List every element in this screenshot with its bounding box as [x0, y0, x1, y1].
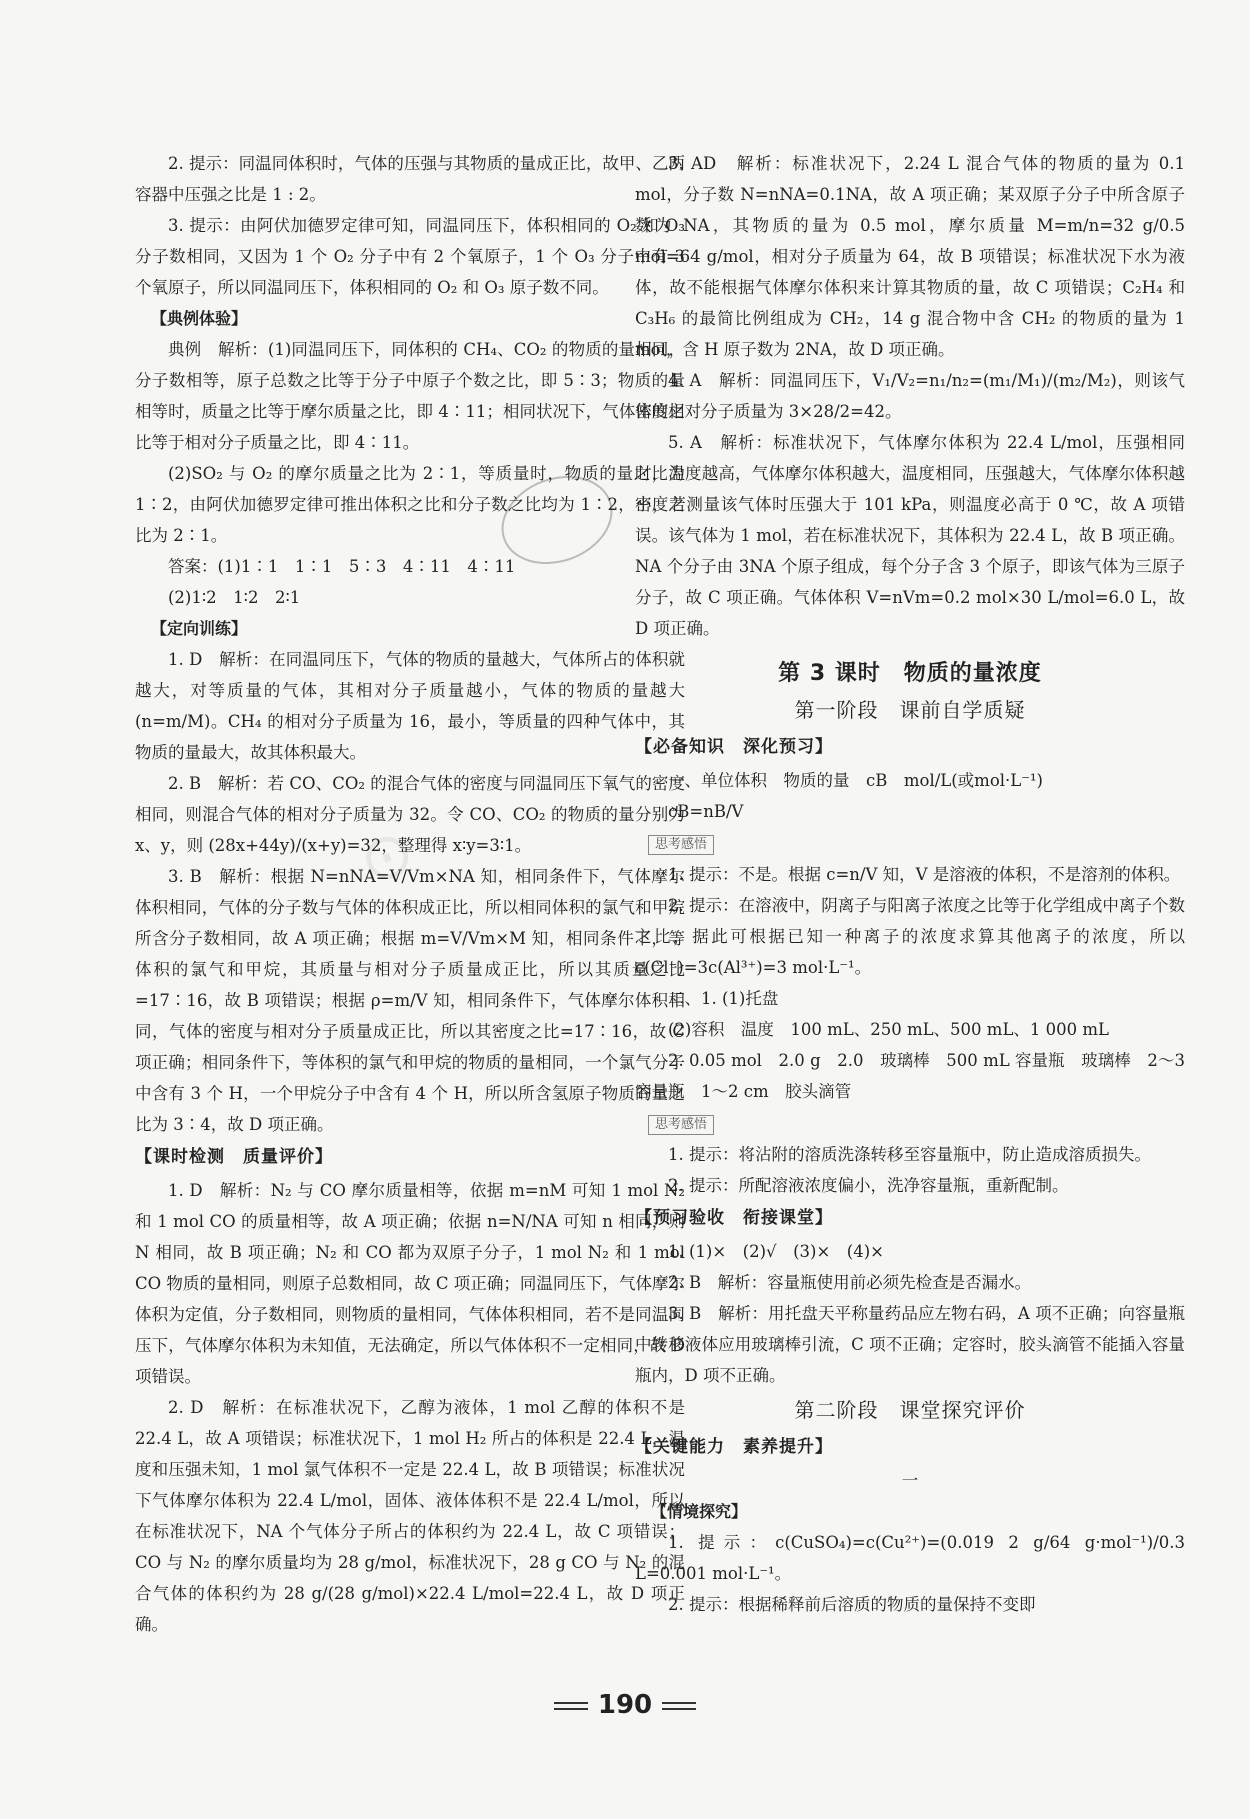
stage-title: 第二阶段 课堂探究评价 [794, 1398, 1026, 1422]
right-column [635, 148, 1202, 1620]
lesson-title: 第 3 课时 物质的量浓度 [778, 661, 1042, 686]
paragraph: 1. D 解析：N₂ 与 CO 摩尔质量相等，依据 m=nM 可知 1 mol N₂ 和 1 mol CO 的质量相等，故 A 项正确；依据 n=N/NA 可知 n 相同，则 N 相同，故 B 项正确；N₂ 和 CO 都为双原子分子，1 mol N₂ 和 1 mol CO 物质的量相同，则原子总数相同，故 C 项正确；同温同压下，气体摩尔体积为定值，分子数相同，则物质的量相同，气体体积相同，若不是同温同压下，气体摩尔体积为未知值，无法确定，所以气体体积不一定相同，故 D 项错误。 [135, 1181, 685, 1386]
paragraph: 1. (1)× (2)√ (3)× (4)× [668, 1242, 884, 1261]
paragraph: 2. 提示：根据稀释前后溶质的物质的量保持不变即 [668, 1595, 1036, 1614]
paragraph: 1. 提示：c(CuSO₄)=c(Cu²⁺)=(0.019 2 g/64 g·mol⁻¹)/0.3 L=0.001 mol·L⁻¹。 [635, 1533, 1185, 1583]
paragraph: 二、1. (1)托盘 [668, 989, 779, 1008]
paragraph: (2)容积 温度 100 mL、250 mL、500 mL、1 000 mL [668, 1020, 1109, 1039]
paragraph: 1. 提示：将沾附的溶质洗涤转移至容量瓶中，防止造成溶质损失。 [668, 1145, 1151, 1164]
paragraph: 3. B 解析：根据 N=nNA=V/Vm×NA 知，相同条件下，气体摩尔体积相同，气体的分子数与气体的体积成正比，所以相同体积的氯气和甲烷所含分子数相同，故 A 项正确；根据 m=V/Vm×M 知，相同条件下，等体积的氯气和甲烷，其质量与相对分子质量成正比，所以其质量之比=17∶16，故 B 项错误；根据 ρ=m/V 知，相同条件下，气体摩尔体积相同，气体的密度与相对分子质量成正比，所以其密度之比=17∶16，故 C 项正确；相同条件下，等体积的氯气和甲烷的物质的量相同，一个氯气分子中含有 3 个 H，一个甲烷分子中含有 4 个 H，所以所含氢原子物质的量之比为 3∶4，故 D 项正确。 [135, 867, 685, 1134]
paragraph: 答案：(1)1∶1 1∶1 5∶3 4∶11 4∶11 [168, 557, 516, 576]
think-label: 思考感悟 [648, 1115, 714, 1135]
section-heading: 【预习验收 衔接课堂】 [635, 1208, 833, 1228]
watermark: ⊙ [348, 812, 426, 902]
paragraph: 2. D 解析：在标准状况下，乙醇为液体，1 mol 乙醇的体积不是 22.4 L，故 A 项错误；标准状况下，1 mol H₂ 所占的体积是 22.4 L，温度和压强未知，1 mol 氯气体积不一定是 22.4 L，故 B 项错误；标准状况下气体摩尔体积为 22.4 L/mol，固体、液体体积不是 22.4 L/mol，所以在标准状况下，NA 个气体分子所占的体积约为 22.4 L，故 C 项错误；CO 与 N₂ 的摩尔质量均为 28 g/mol，标准状况下，28 g CO 与 N₂ 的混合气体的体积约为 28 g/(28 g/mol)×22.4 L/mol=22.4 L，故 D 项正确。 [135, 1398, 685, 1634]
paragraph: 4. A 解析：同温同压下，V₁/V₂=n₁/n₂=(m₁/M₁)/(m₂/M₂)，则该气体的相对分子质量为 3×28/2=42。 [635, 371, 1185, 421]
section-heading: 【课时检测 质量评价】 [135, 1147, 333, 1167]
paragraph: (2)1∶2 1∶2 2∶1 [168, 588, 301, 607]
think-box [635, 827, 1185, 859]
paragraph: cB=nB/V [668, 802, 744, 821]
paragraph: 1. 提示：不是。根据 c=n/V 知，V 是溶液的体积，不是溶剂的体积。 [668, 865, 1181, 884]
paragraph: (2)SO₂ 与 O₂ 的摩尔质量之比为 2∶1，等质量时，物质的量之比为 1∶2，由阿伏加德罗定律可推出体积之比和分子数之比均为 1∶2，密度之比为 2∶1。 [135, 464, 685, 545]
page-number: 190 [0, 1690, 1250, 1720]
paragraph: 2. B 解析：若 CO、CO₂ 的混合气体的密度与同温同压下氧气的密度相同，则混合气体的相对分子质量为 32。令 CO、CO₂ 的物质的量分别为 x、y，则 (28x+44y)/(x+y)=32，整理得 x∶y=3∶1。 [135, 774, 685, 855]
paragraph: 3. B 解析：用托盘天平称量药品应左物右码，A 项不正确；向容量瓶中转移液体应用玻璃棒引流，C 项不正确；定容时，胶头滴管不能插入容量瓶内，D 项不正确。 [635, 1304, 1185, 1385]
paragraph: 2. B 解析：容量瓶使用前必须先检查是否漏水。 [668, 1273, 1032, 1292]
stage-title: 第一阶段 课前自学质疑 [794, 698, 1026, 722]
subsection-heading: 【典例体验】 [151, 309, 248, 328]
section-heading: 【关键能力 素养提升】 [635, 1437, 833, 1457]
paragraph: 5. A 解析：标准状况下，气体摩尔体积为 22.4 L/mol，压强相同时，温度越高，气体摩尔体积越大，温度相同，压强越大，气体摩尔体积越小，若测量该气体时压强大于 101 kPa，则温度必高于 0 ℃，故 A 项错误。该气体为 1 mol，若在标准状况下，其体积为 22.4 L，故 B 项正确。NA 个分子由 3NA 个原子组成，每个分子含 3 个原子，即该气体为三原子分子，故 C 项正确。气体体积 V=nVm=0.2 mol×30 L/mol=6.0 L，故 D 项正确。 [635, 433, 1185, 638]
paragraph: 3. 提示：由阿伏加德罗定律可知，同温同压下，体积相同的 O₂ 和 O₃ 分子数相同，又因为 1 个 O₂ 分子中有 2 个氧原子，1 个 O₃ 分子中有 3 个氧原子，所以同温同压下，体积相同的 O₂ 和 O₃ 原子数不同。 [135, 216, 685, 297]
paragraph: 一、单位体积 物质的量 cB mol/L(或mol·L⁻¹) [668, 771, 1043, 790]
divider-mark: 一 [901, 1471, 919, 1490]
paragraph: 典例 解析：(1)同温同压下，同体积的 CH₄、CO₂ 的物质的量相同，分子数相等，原子总数之比等于分子中原子个数之比，即 5∶3；物质的量相等时，质量之比等于摩尔质量之比，即 4∶11；相同状况下，气体密度之比等于相对分子质量之比，即 4∶11。 [135, 340, 685, 452]
subsection-heading: 【定向训练】 [151, 619, 248, 638]
paragraph: 2. 提示：所配溶液浓度偏小，洗净容量瓶，重新配制。 [668, 1176, 1069, 1195]
paragraph: 2. 提示：同温同体积时，气体的压强与其物质的量成正比，故甲、乙两容器中压强之比是 1 : 2。 [135, 154, 685, 204]
subsection-heading: 【情境探究】 [651, 1502, 748, 1521]
paragraph: 2. 提示：在溶液中，阴离子与阳离子浓度之比等于化学组成中离子个数之比，据此可根据已知一种离子的浓度求算其他离子的浓度，所以 c(Cl⁻)=3c(Al³⁺)=3 mol·L⁻¹。 [635, 896, 1185, 977]
think-box [635, 1107, 1185, 1139]
think-label: 思考感悟 [648, 835, 714, 855]
left-column [135, 148, 685, 1640]
paragraph: 3. AD 解析：标准状况下，2.24 L 混合气体的物质的量为 0.1 mol，分子数 N=nNA=0.1NA，故 A 项正确；某双原子分子中所含原子数为 NA，其物质的量为 0.5 mol，摩尔质量 M=m/n=32 g/0.5 mol=64 g/mol，相对分子质量为 64，故 B 项错误；标准状况下水为液体，故不能根据气体摩尔体积来计算其物质的量，故 C 项错误；C₂H₄ 和 C₃H₆ 的最简比例组成为 CH₂，14 g 混合物中含 CH₂ 的物质的量为 1 mol，含 H 原子数为 2NA，故 D 项正确。 [635, 154, 1185, 359]
paragraph: 1. D 解析：在同温同压下，气体的物质的量越大，气体所占的体积就越大，对等质量的气体，其相对分子质量越小，气体的物质的量越大(n=m/M)。CH₄ 的相对分子质量为 16，最小，等质量的四种气体中，其物质的量最大，故其体积最大。 [135, 650, 685, 762]
paragraph: 2. 0.05 mol 2.0 g 2.0 玻璃棒 500 mL 容量瓶 玻璃棒 2～3 容量瓶 1～2 cm 胶头滴管 [635, 1051, 1202, 1101]
section-heading: 【必备知识 深化预习】 [635, 737, 833, 757]
